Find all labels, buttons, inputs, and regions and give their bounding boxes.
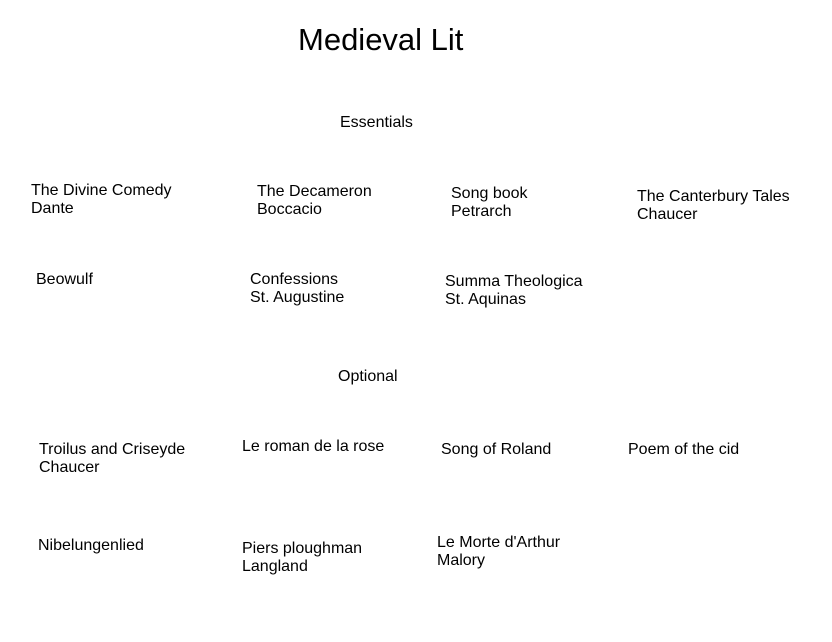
essential-entry-divine-comedy — [31, 182, 172, 218]
optional-heading: Optional — [338, 368, 398, 385]
essential-entry-canterbury-tales — [637, 188, 790, 224]
entry-author: St. Aquinas — [445, 291, 526, 308]
essentials-heading: Essentials — [340, 114, 413, 131]
optional-entry-roman-de-la-rose — [242, 438, 384, 456]
optional-entry-morte-darthur — [437, 534, 560, 570]
entry-title: Le Morte d'Arthur — [437, 534, 561, 551]
optional-entry-nibelungenlied — [38, 537, 144, 555]
optional-entry-song-of-roland — [441, 441, 551, 459]
optional-entry-poem-of-the-cid — [628, 441, 739, 459]
entry-title: The Divine Comedy — [31, 182, 172, 199]
entry-author: St. Augustine — [250, 289, 345, 306]
entry-title: The Decameron — [257, 183, 372, 200]
essential-entry-confessions — [250, 271, 344, 307]
entry-title: The Canterbury Tales — [637, 188, 790, 205]
entry-title: Song book — [451, 185, 528, 202]
entry-author: Boccacio — [257, 201, 322, 218]
entry-title: Piers ploughman — [242, 540, 363, 557]
entry-author: Chaucer — [39, 459, 100, 476]
essential-entry-song-book — [451, 185, 528, 221]
entry-title: Le roman de la rose — [242, 438, 385, 455]
essential-entry-summa-theologica — [445, 273, 583, 309]
entry-author: Dante — [31, 200, 74, 217]
entry-title: Nibelungenlied — [38, 537, 144, 554]
essential-entry-decameron — [257, 183, 372, 219]
entry-title: Song of Roland — [441, 441, 552, 458]
optional-entry-troilus — [39, 441, 185, 477]
entry-author: Langland — [242, 558, 308, 575]
entry-title: Poem of the cid — [628, 441, 740, 458]
essential-entry-beowulf — [36, 271, 93, 289]
optional-entry-piers-ploughman — [242, 540, 362, 576]
entry-title: Troilus and Criseyde — [39, 441, 186, 458]
entry-title: Confessions — [250, 271, 339, 288]
entry-title: Beowulf — [36, 271, 93, 288]
entry-author: Petrarch — [451, 203, 512, 220]
page-title: Medieval Lit — [298, 22, 464, 57]
entry-title: Summa Theologica — [445, 273, 583, 290]
entry-author: Malory — [437, 552, 486, 569]
entry-author: Chaucer — [637, 206, 698, 223]
